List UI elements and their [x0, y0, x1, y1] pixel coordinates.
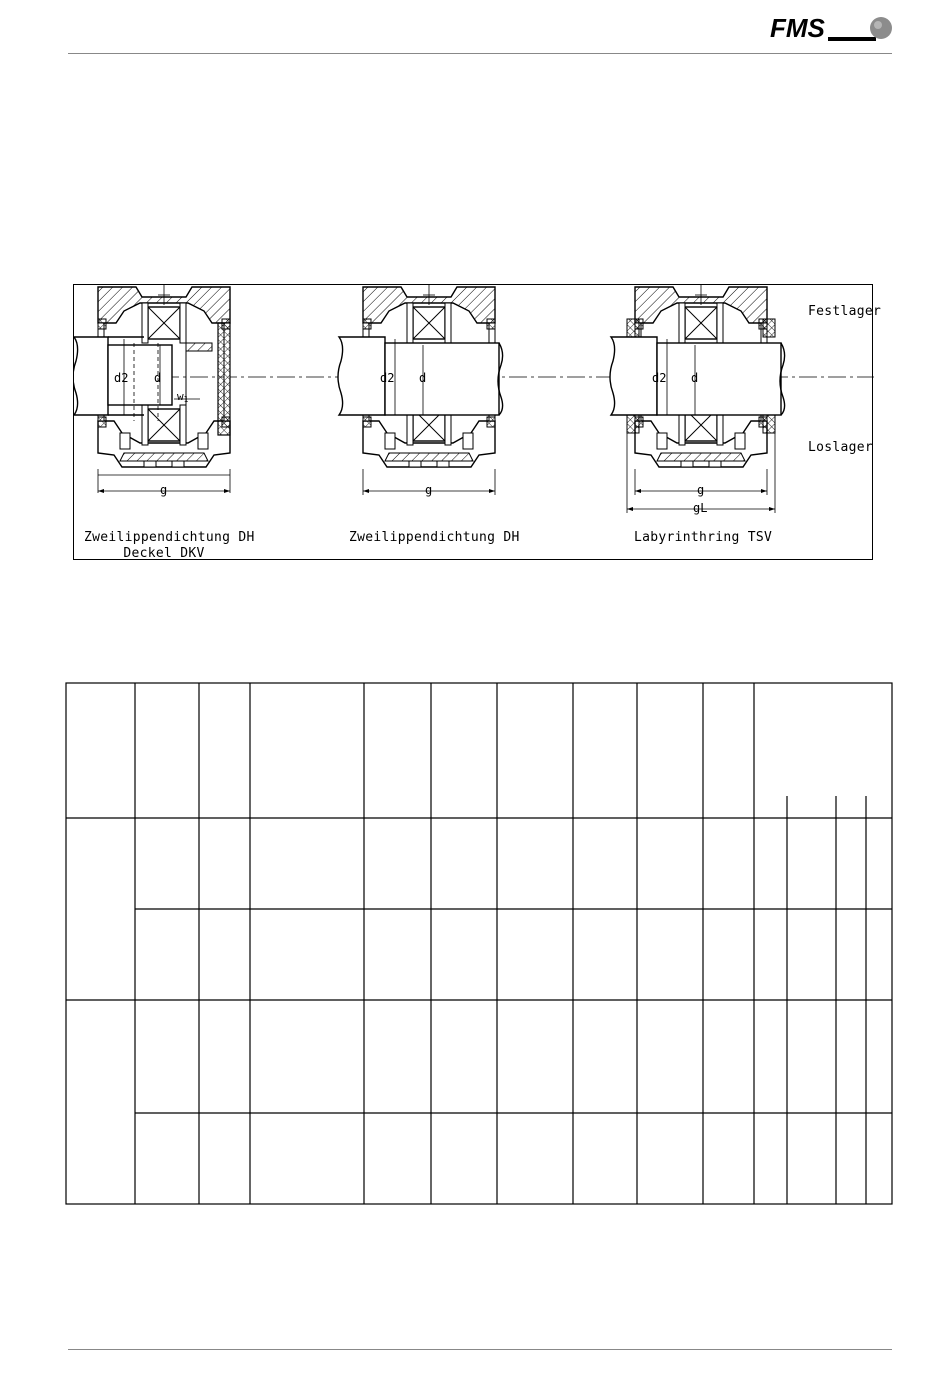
footer-rule [68, 1349, 892, 1350]
v1-d2-label: d2 [114, 371, 129, 385]
caption-view-1-line-2: Deckel DKV [123, 546, 205, 561]
v1-w1-label: w1 [177, 390, 189, 404]
v3-d2-label: d2 [652, 371, 667, 385]
v2-d-label: d [419, 371, 427, 385]
caption-view-2: Zweilippendichtung DH [349, 530, 520, 545]
fms-logo-text: FMS [770, 13, 825, 43]
v3-gl-label: gL [693, 501, 708, 515]
v1-d-label: d [154, 371, 162, 385]
v1-g-label: g [160, 483, 168, 497]
v3-g-label: g [697, 483, 705, 497]
caption-view-3: Labyrinthring TSV [634, 530, 773, 545]
v3-d-label: d [691, 371, 699, 385]
loslager-label: Loslager [808, 440, 874, 455]
v2-d2-label: d2 [380, 371, 395, 385]
festlager-label: Festlager [808, 304, 882, 319]
v2-g-label: g [425, 483, 433, 497]
caption-view-1-line-1: Zweilippendichtung DH [84, 530, 255, 545]
